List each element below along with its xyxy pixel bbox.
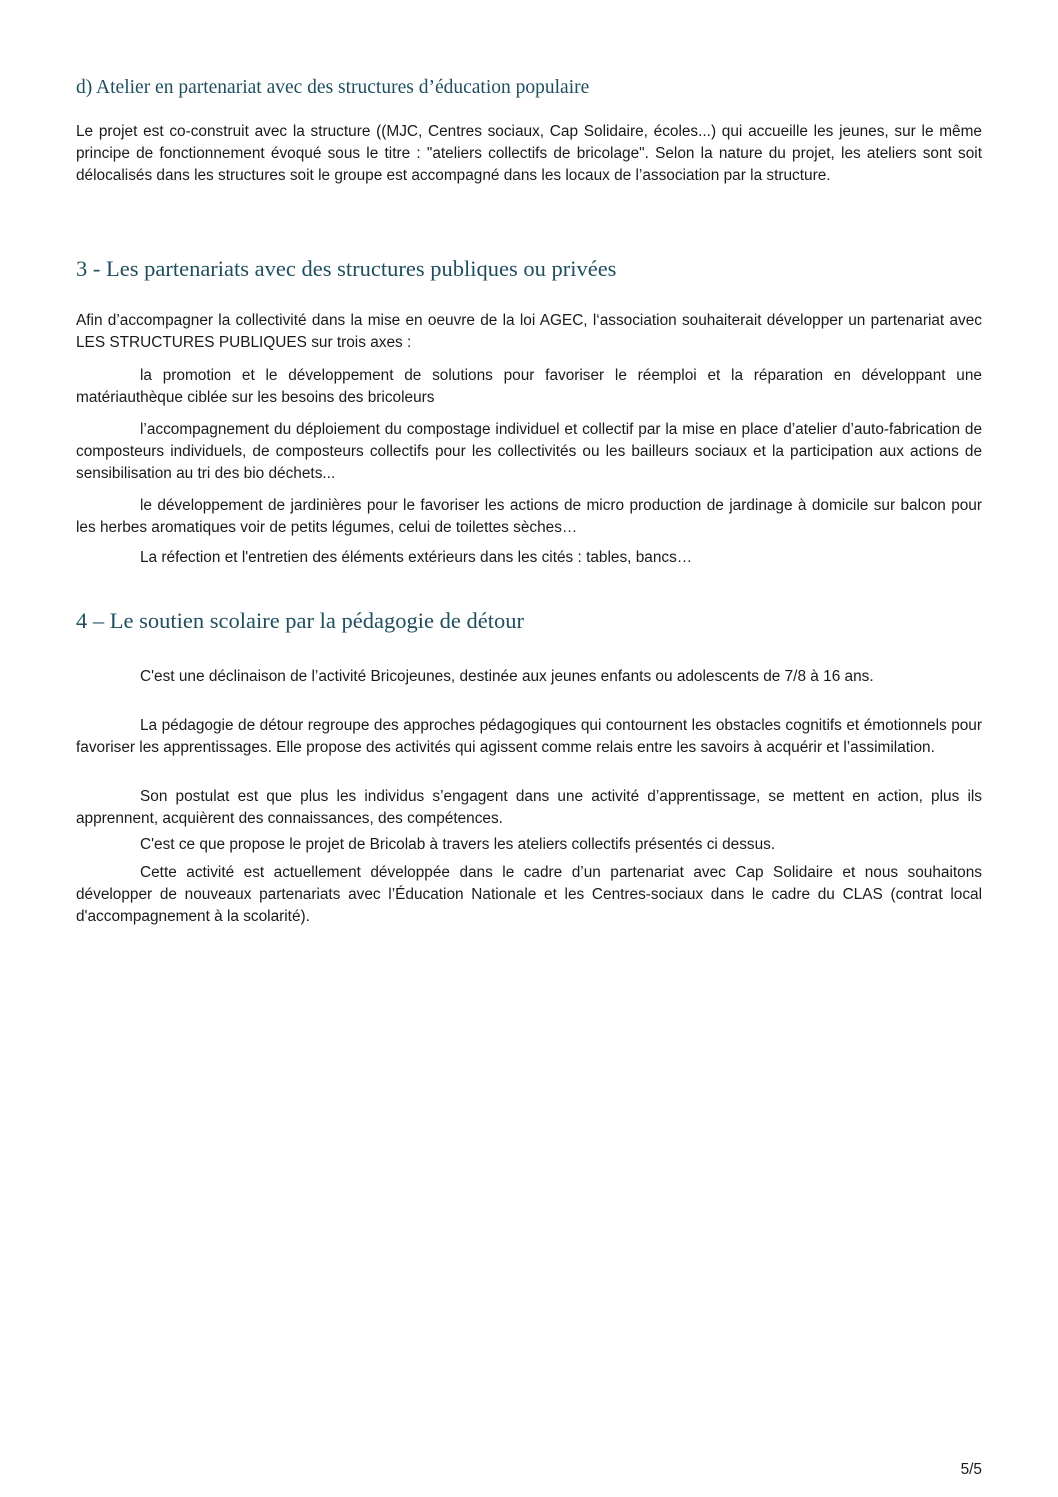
section-3-intro: Afin d’accompagner la collectivité dans la mise en oeuvre de la loi AGEC, l‘association souhaiterait développer un partenariat avec LES STRUCTURES PUBLIQUES sur trois axes : (76, 312, 982, 351)
document-page (76, 0, 982, 1497)
section-4-paragraph-2: La pédagogie de détour regroupe des approches pédagogiques qui contournent les obstacles cognitifs et émotionnels pour favoriser les apprentissages. Elle propose des activités qui agissent comme relais entre les savoirs à acquérir et l’assimilation. (76, 717, 982, 756)
page-number: 5/5 (960, 1461, 982, 1478)
section-4-paragraph-5: Cette activité est actuellement développée dans le cadre d’un partenariat avec Cap Solidaire et nous souhaitons développer de nouveaux partenariats avec l’Éducation Nationale et les Centres-sociaux dans le cadre du CLAS (contrat local d'accompagnement à la scolarité). (76, 864, 982, 925)
section-3-item-3: le développement de jardinières pour le favoriser les actions de micro production de jardinage à domicile sur balcon pour les herbes aromatiques voir de petits légumes, celui de toilettes sèches… (76, 497, 982, 536)
section-3-item-1: la promotion et le développement de solutions pour favoriser le réemploi et la réparation en développant une matériauthèque ciblée sur les besoins des bricoleurs (76, 367, 982, 406)
section-3-title: 3 - Les partenariats avec des structures publiques ou privées (76, 256, 617, 281)
section-d-title: d) Atelier en partenariat avec des structures d’éducation populaire (76, 77, 590, 98)
section-4-paragraph-3: Son postulat est que plus les individus s’engagent dans une activité d’apprentissage, se mettent en action, plus ils apprennent, acquièrent des connaissances, des compétences. (76, 788, 982, 827)
section-4-title: 4 – Le soutien scolaire par la pédagogie de détour (76, 608, 524, 633)
section-4-paragraph-1: C'est une déclinaison de l’activité Bricojeunes, destinée aux jeunes enfants ou adolescents de 7/8 à 16 ans. (140, 668, 874, 685)
section-3-item-4: La réfection et l'entretien des éléments extérieurs dans les cités : tables, bancs… (140, 549, 693, 566)
section-3-item-2: l’accompagnement du déploiement du compostage individuel et collectif par la mise en place d’atelier d’auto-fabrication de composteurs individuels, de composteurs collectifs pour les collectivités ou les bailleurs sociaux et la participation aux actions de sensibilisation au tri des bio déchets... (76, 421, 982, 482)
section-4-paragraph-4: C'est ce que propose le projet de Bricolab à travers les ateliers collectifs présentés ci dessus. (140, 836, 776, 853)
section-d-paragraph: Le projet est co-construit avec la structure ((MJC, Centres sociaux, Cap Solidaire, écoles...) qui accueille les jeunes, sur le même principe de fonctionnement évoqué sous le titre : "ateliers collectifs de bricolage". Selon la nature du projet, les ateliers sont soit délocalisés dans les structures soit le groupe est accompagné dans les locaux de l’association par la structure. (76, 123, 982, 184)
